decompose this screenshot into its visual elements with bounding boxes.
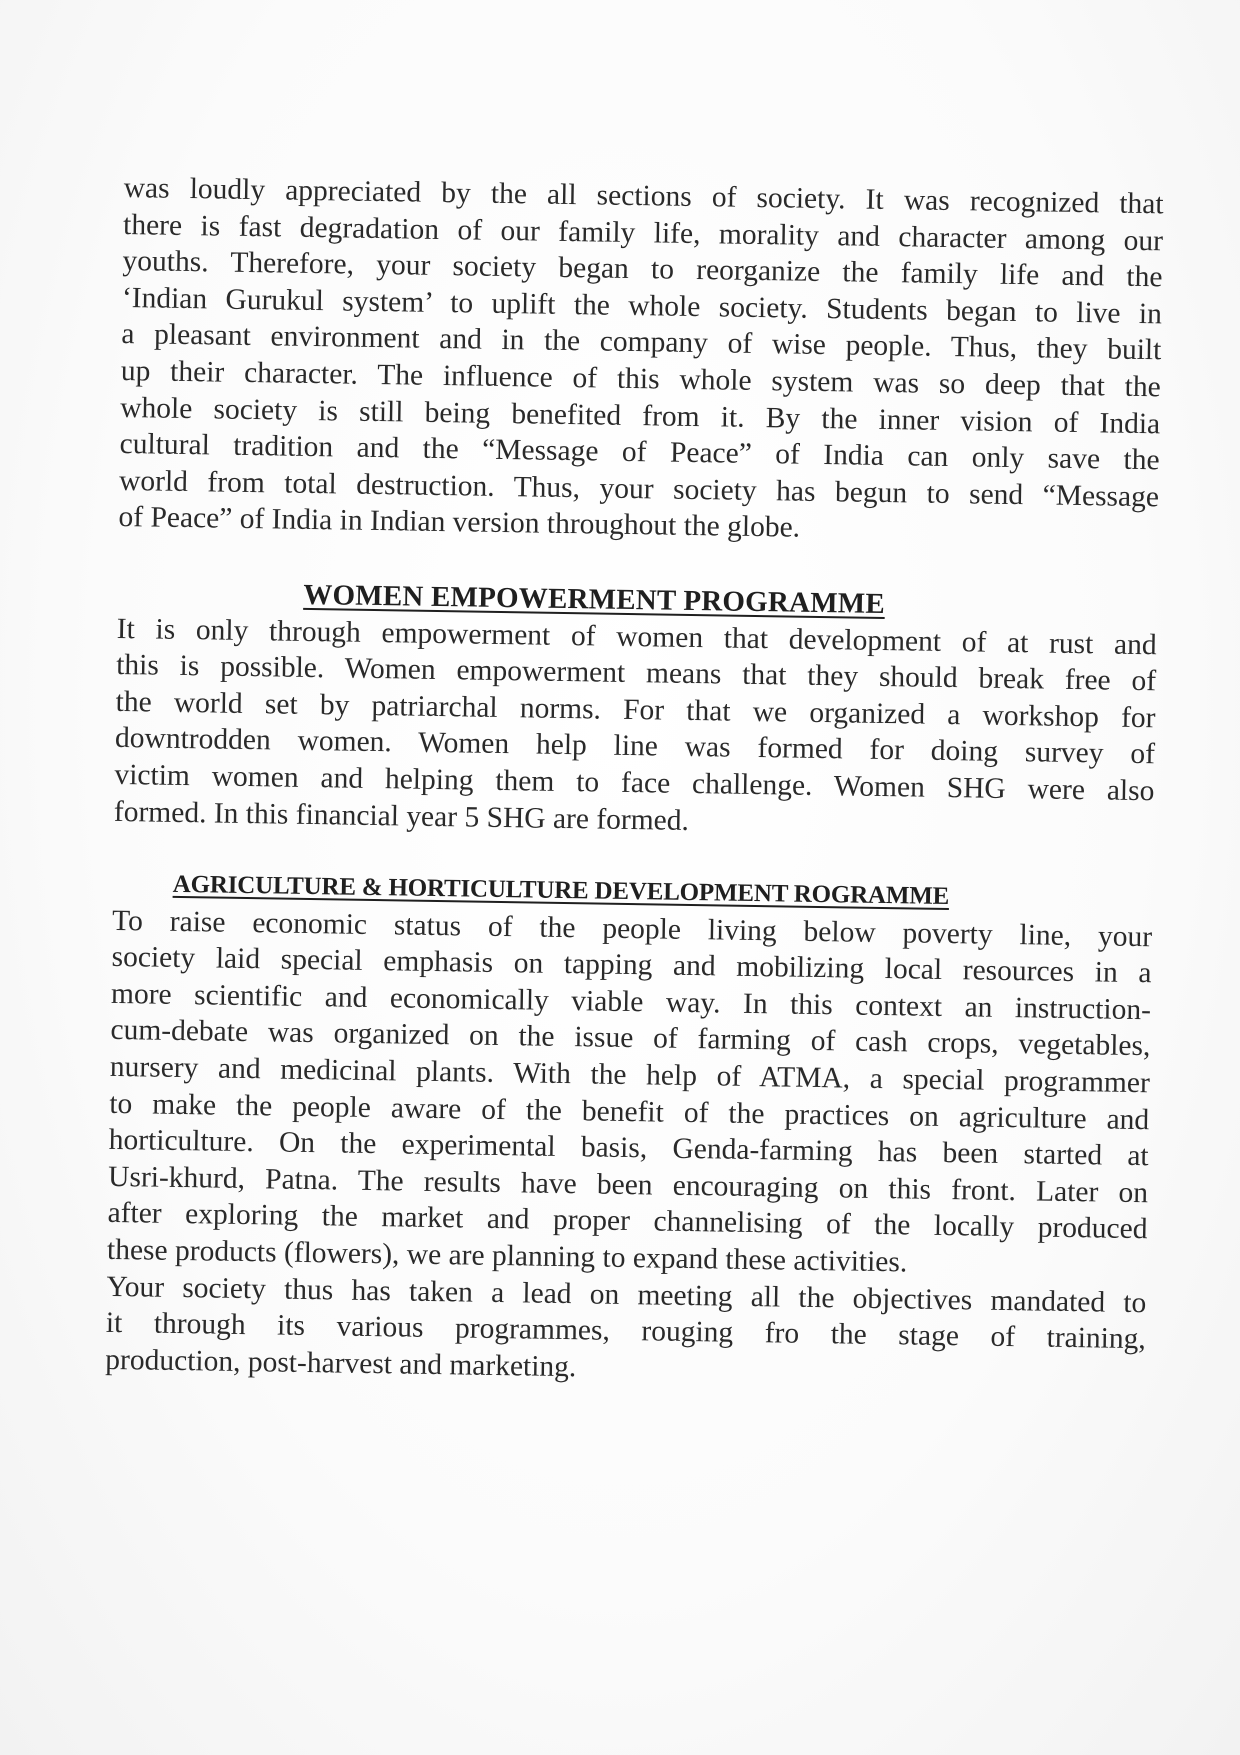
text-line: world from total destruction. Thus, your society has begun to send “Message: [118, 464, 1160, 514]
text-line: this is possible. Women empowerment means that they should break free of: [115, 649, 1157, 698]
text-line: whole society is still being benefited from it. By the inner vision of India: [120, 391, 1161, 440]
text-line: there is fast degradation of our family life, morality and character among our: [122, 208, 1164, 257]
agriculture-paragraph: [107, 903, 1153, 1285]
text-line: was loudly appreciated by the all sections of society. It was recognized that: [123, 171, 1164, 221]
text-line: victim women and helping them to face challenge. Women SHG were also: [114, 758, 1155, 808]
text-line: cultural tradition and the “Message of Peace” of India can only save the: [119, 428, 1160, 477]
text-line: horticulture. On the experimental basis, Genda-farming has been started at: [108, 1124, 1149, 1173]
text-line: downtrodden women. Women help line was formed for doing survey of: [114, 722, 1156, 771]
text-line: ‘Indian Gurukul system’ to uplift the whole society. Students began to live in: [121, 281, 1163, 331]
text-line: society laid special emphasis on tapping and mobilizing local resources in a: [111, 941, 1152, 990]
text-line: Usri-khurd, Patna. The results have been encouraging on this front. Later on: [107, 1160, 1149, 1210]
text-line: these products (flowers), we are planning to expand these activities.: [106, 1233, 908, 1279]
text-line: It is only through empowerment of women that development of at rust and: [116, 612, 1157, 661]
text-line: To raise economic status of the people living below poverty line, your: [111, 904, 1153, 953]
agriculture-horticulture-heading: AGRICULTURE & HORTICULTURE DEVELOPMENT ROGRAMME: [172, 870, 950, 911]
text-line: more scientific and economically viable way. In this context an instruction-: [110, 977, 1152, 1027]
text-line: the world set by patriarchal norms. For that we organized a workshop for: [115, 685, 1156, 734]
text-line: Your society thus has taken a lead on meeting all the objectives mandated to: [106, 1270, 1147, 1319]
text-line: it through its various programmes, rouging fro the stage of training,: [105, 1307, 1147, 1356]
intro-paragraph: [118, 170, 1164, 552]
text-line: after exploring the market and proper channelising of the locally produced: [107, 1197, 1148, 1246]
text-line: formed. In this financial year 5 SHG are formed.: [113, 795, 690, 837]
women-empowerment-heading: WOMEN EMPOWERMENT PROGRAMME: [303, 578, 886, 620]
document-page: [105, 170, 1164, 1395]
text-line: nursery and medicinal plants. With the help of ATMA, a special programmer: [109, 1050, 1151, 1100]
text-line: up their character. The influence of this whole system was so deep that the: [120, 354, 1161, 404]
closing-paragraph: [105, 1268, 1147, 1394]
women-empowerment-paragraph: [114, 610, 1157, 846]
text-line: to make the people aware of the benefit of the practices on agriculture and: [109, 1087, 1150, 1136]
text-line: cum-debate was organized on the issue of farming of cash crops, vegetables,: [110, 1014, 1151, 1063]
text-line: production, post-harvest and marketing.: [105, 1343, 577, 1384]
text-line: a pleasant environment and in the company of wise people. Thus, they built: [121, 318, 1162, 367]
text-line: youths. Therefore, your society began to reorganize the family life and the: [122, 245, 1163, 294]
text-line: of Peace” of India in Indian version throughout the globe.: [118, 501, 801, 545]
